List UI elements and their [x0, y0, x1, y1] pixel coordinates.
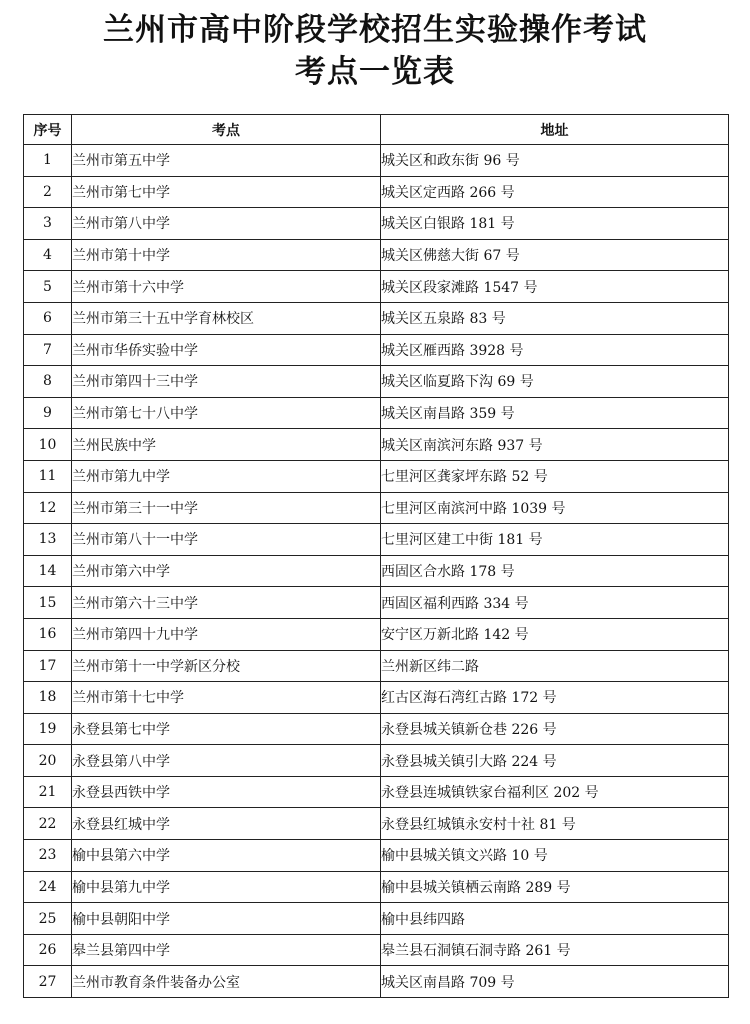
row-number-cell: 9: [24, 397, 72, 429]
exam-site-cell: 兰州市第十六中学: [72, 271, 381, 303]
exam-site-cell: 兰州市第十七中学: [72, 682, 381, 714]
exam-site-cell: 兰州市第七中学: [72, 176, 381, 208]
exam-site-cell: 永登县第八中学: [72, 745, 381, 777]
exam-site-cell: 兰州市第三十一中学: [72, 492, 381, 524]
exam-site-cell: 榆中县朝阳中学: [72, 903, 381, 935]
exam-site-cell: 榆中县第六中学: [72, 840, 381, 872]
row-number-cell: 24: [24, 871, 72, 903]
exam-site-cell: 兰州民族中学: [72, 429, 381, 461]
exam-site-cell: 永登县西铁中学: [72, 776, 381, 808]
row-number-cell: 7: [24, 334, 72, 366]
exam-site-cell: 皋兰县第四中学: [72, 934, 381, 966]
address-cell: 西固区合水路 178 号: [381, 555, 729, 587]
table-row: [24, 397, 729, 429]
page-subtitle: 考点一览表: [295, 54, 455, 90]
exam-site-cell: 兰州市第八十一中学: [72, 524, 381, 556]
table-row: [24, 176, 729, 208]
exam-site-cell: 兰州市教育条件装备办公室: [72, 966, 381, 998]
address-cell: 七里河区龚家坪东路 52 号: [381, 460, 729, 492]
row-number-cell: 5: [24, 271, 72, 303]
row-number-cell: 8: [24, 366, 72, 398]
address-cell: 榆中县城关镇文兴路 10 号: [381, 840, 729, 872]
address-cell: 城关区临夏路下沟 69 号: [381, 366, 729, 398]
exam-site-cell: 永登县第七中学: [72, 713, 381, 745]
exam-site-cell: 兰州市第四十三中学: [72, 366, 381, 398]
row-number-cell: 12: [24, 492, 72, 524]
exam-site-cell: 兰州市第三十五中学育林校区: [72, 302, 381, 334]
table-row: [24, 587, 729, 619]
table-row: [24, 618, 729, 650]
row-number-cell: 3: [24, 208, 72, 240]
table-row: [24, 682, 729, 714]
table-row: [24, 745, 729, 777]
exam-site-cell: 兰州市第九中学: [72, 460, 381, 492]
row-number-cell: 11: [24, 460, 72, 492]
row-number-cell: 18: [24, 682, 72, 714]
address-cell: 永登县城关镇引大路 224 号: [381, 745, 729, 777]
table-row: [24, 966, 729, 998]
exam-site-cell: 兰州市第六中学: [72, 555, 381, 587]
table-row: [24, 271, 729, 303]
address-cell: 城关区雁西路 3928 号: [381, 334, 729, 366]
row-number-cell: 22: [24, 808, 72, 840]
exam-site-cell: 兰州市第四十九中学: [72, 618, 381, 650]
row-number-cell: 14: [24, 555, 72, 587]
exam-site-cell: 永登县红城中学: [72, 808, 381, 840]
address-cell: 西固区福利西路 334 号: [381, 587, 729, 619]
table-row: [24, 429, 729, 461]
row-number-cell: 26: [24, 934, 72, 966]
table-row: [24, 934, 729, 966]
exam-site-cell: 兰州市第五中学: [72, 145, 381, 177]
address-cell: 兰州新区纬二路: [381, 650, 729, 682]
table-row: [24, 460, 729, 492]
row-number-cell: 17: [24, 650, 72, 682]
address-cell: 皋兰县石洞镇石洞寺路 261 号: [381, 934, 729, 966]
table-row: [24, 903, 729, 935]
row-number-cell: 16: [24, 618, 72, 650]
row-number-cell: 15: [24, 587, 72, 619]
exam-site-cell: 兰州市第十一中学新区分校: [72, 650, 381, 682]
exam-site-cell: 榆中县第九中学: [72, 871, 381, 903]
column-header-number: 序号: [24, 115, 72, 145]
row-number-cell: 13: [24, 524, 72, 556]
exam-site-table: [23, 114, 729, 998]
address-cell: 榆中县城关镇栖云南路 289 号: [381, 871, 729, 903]
address-cell: 城关区定西路 266 号: [381, 176, 729, 208]
address-cell: 永登县连城镇铁家台福利区 202 号: [381, 776, 729, 808]
row-number-cell: 20: [24, 745, 72, 777]
table-row: [24, 555, 729, 587]
table-row: [24, 366, 729, 398]
address-cell: 城关区南昌路 709 号: [381, 966, 729, 998]
table-row: [24, 145, 729, 177]
page-title: 兰州市高中阶段学校招生实验操作考试: [103, 12, 647, 48]
table-row: [24, 492, 729, 524]
row-number-cell: 25: [24, 903, 72, 935]
row-number-cell: 10: [24, 429, 72, 461]
address-cell: 永登县城关镇新仓巷 226 号: [381, 713, 729, 745]
table-row: [24, 334, 729, 366]
table-header-row: [24, 115, 729, 145]
address-cell: 城关区和政东街 96 号: [381, 145, 729, 177]
table-row: [24, 208, 729, 240]
row-number-cell: 2: [24, 176, 72, 208]
table-row: [24, 650, 729, 682]
address-cell: 城关区段家滩路 1547 号: [381, 271, 729, 303]
table-row: [24, 524, 729, 556]
row-number-cell: 23: [24, 840, 72, 872]
table-row: [24, 808, 729, 840]
table-row: [24, 302, 729, 334]
table-row: [24, 776, 729, 808]
address-cell: 城关区南滨河东路 937 号: [381, 429, 729, 461]
table-row: [24, 840, 729, 872]
address-cell: 榆中县纬四路: [381, 903, 729, 935]
column-header-site: 考点: [72, 115, 381, 145]
column-header-address: 地址: [381, 115, 729, 145]
address-cell: 安宁区万新北路 142 号: [381, 618, 729, 650]
table-row: [24, 239, 729, 271]
row-number-cell: 19: [24, 713, 72, 745]
address-cell: 永登县红城镇永安村十社 81 号: [381, 808, 729, 840]
row-number-cell: 4: [24, 239, 72, 271]
table-row: [24, 713, 729, 745]
exam-site-cell: 兰州市第六十三中学: [72, 587, 381, 619]
row-number-cell: 6: [24, 302, 72, 334]
row-number-cell: 21: [24, 776, 72, 808]
address-cell: 七里河区南滨河中路 1039 号: [381, 492, 729, 524]
row-number-cell: 27: [24, 966, 72, 998]
address-cell: 七里河区建工中街 181 号: [381, 524, 729, 556]
exam-site-cell: 兰州市第十中学: [72, 239, 381, 271]
address-cell: 城关区南昌路 359 号: [381, 397, 729, 429]
table-row: [24, 871, 729, 903]
address-cell: 城关区佛慈大街 67 号: [381, 239, 729, 271]
address-cell: 城关区五泉路 83 号: [381, 302, 729, 334]
address-cell: 城关区白银路 181 号: [381, 208, 729, 240]
address-cell: 红古区海石湾红古路 172 号: [381, 682, 729, 714]
exam-site-cell: 兰州市第八中学: [72, 208, 381, 240]
exam-site-cell: 兰州市第七十八中学: [72, 397, 381, 429]
exam-site-cell: 兰州市华侨实验中学: [72, 334, 381, 366]
row-number-cell: 1: [24, 145, 72, 177]
